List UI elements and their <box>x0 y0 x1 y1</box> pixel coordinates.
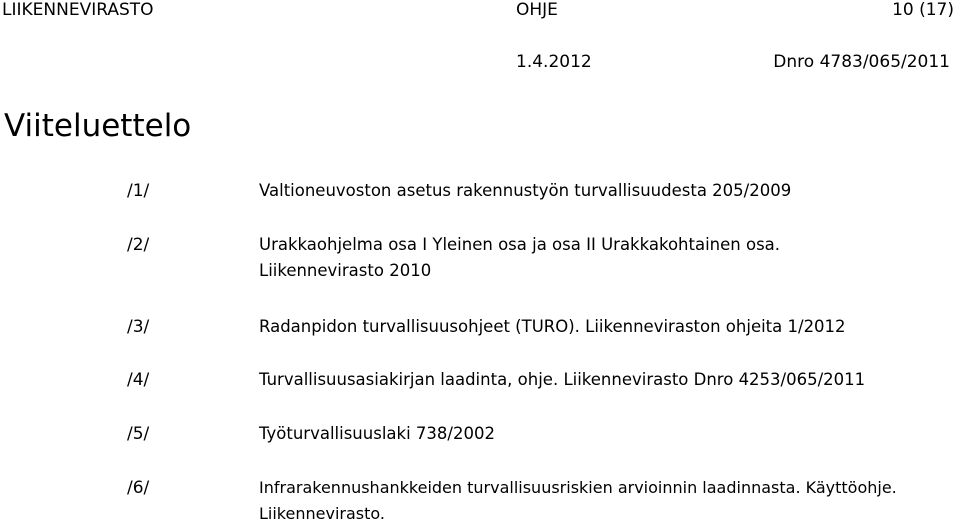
header-organization: LIIKENNEVIRASTO <box>2 0 154 20</box>
reference-number: /4/ <box>127 370 150 390</box>
reference-text: Infrarakennushankkeiden turvallisuusriskien arvioinnin laadinnasta. Käyttöohje. Liikennevirasto. <box>259 478 897 523</box>
reference-text: Työturvallisuuslaki 738/2002 <box>259 424 495 443</box>
header-document-type: OHJE <box>516 0 558 20</box>
reference-number: /1/ <box>127 181 150 201</box>
reference-number: /3/ <box>127 317 150 337</box>
header-page-number: 10 (17) <box>892 0 954 20</box>
reference-text: Valtioneuvoston asetus rakennustyön turvallisuudesta 205/2009 <box>259 181 792 200</box>
header-date: 1.4.2012 <box>516 52 592 72</box>
reference-number: /2/ <box>127 235 150 255</box>
reference-text: Urakkaohjelma osa I Yleinen osa ja osa II Urakkakohtainen osa. Liikennevirasto 2010 <box>259 235 781 280</box>
reference-text: Turvallisuusasiakirjan laadinta, ohje. Liikennevirasto Dnro 4253/065/2011 <box>259 370 866 389</box>
page-title: Viiteluettelo <box>4 108 192 144</box>
reference-number: /5/ <box>127 424 150 444</box>
reference-number: /6/ <box>127 478 150 498</box>
reference-text: Radanpidon turvallisuusohjeet (TURO). Liikenneviraston ohjeita 1/2012 <box>259 317 846 336</box>
header-reference-number: Dnro 4783/065/2011 <box>773 52 950 72</box>
